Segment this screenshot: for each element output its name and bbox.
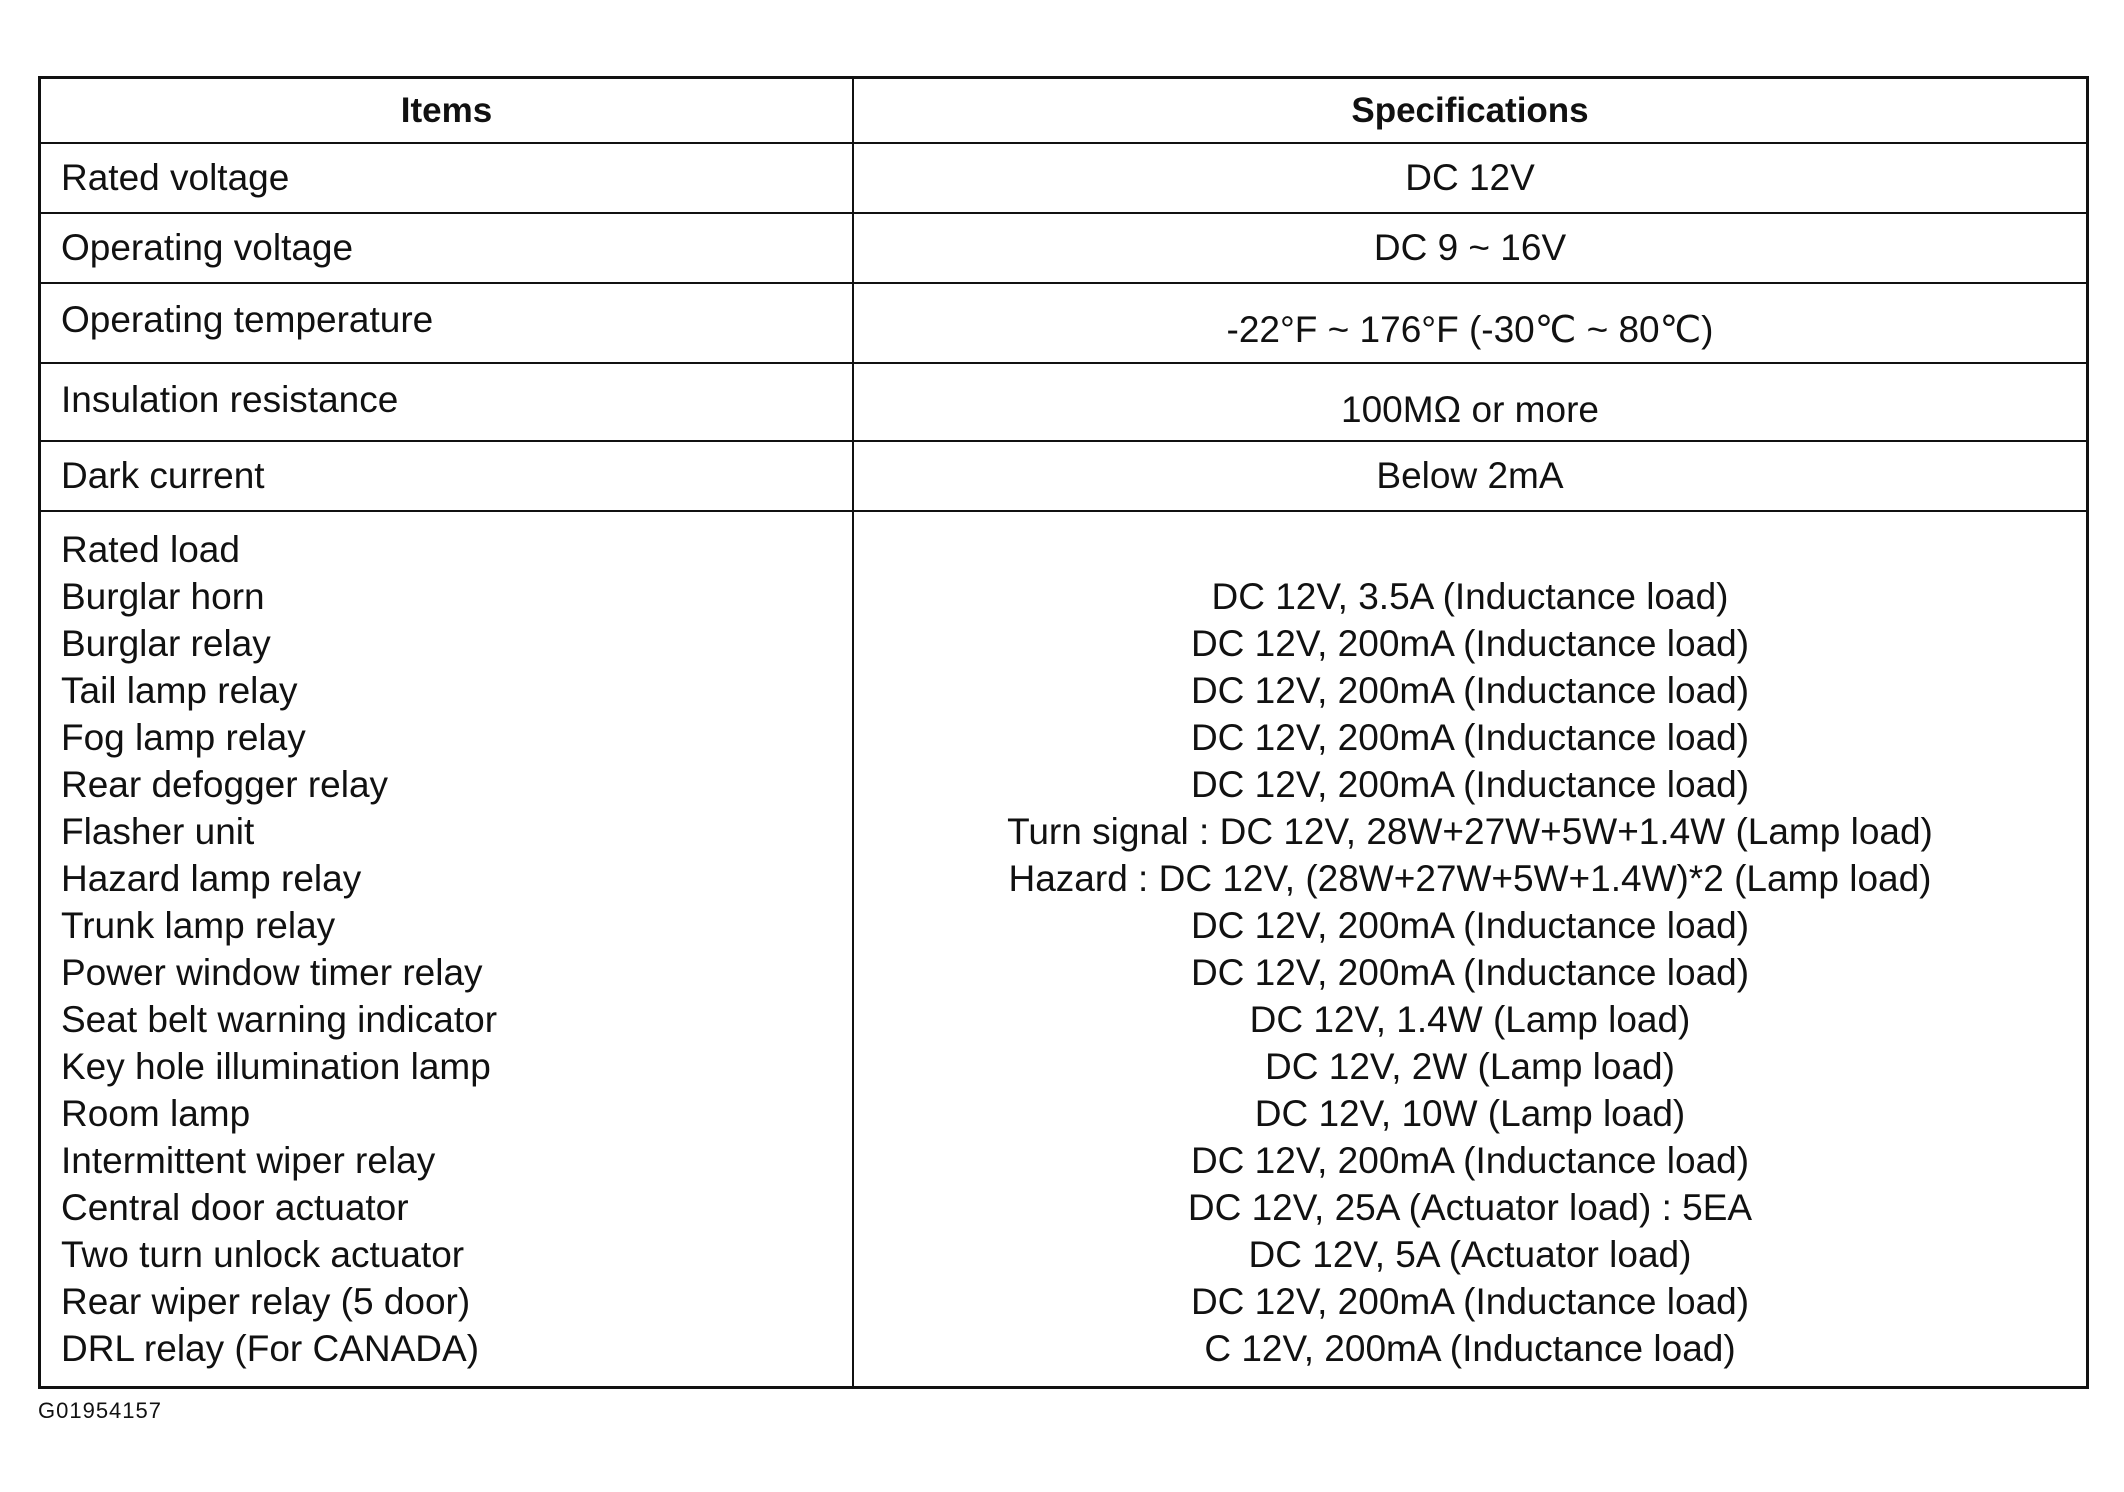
rated-load-items xyxy=(41,512,854,1386)
load-item-spec: DC 12V, 3.5A (Inductance load) xyxy=(1211,576,1729,617)
load-item-spec: DC 12V, 2W (Lamp load) xyxy=(1265,1046,1675,1087)
load-item-spec: Hazard : DC 12V, (28W+27W+5W+1.4W)*2 (Lamp load) xyxy=(1008,858,1932,899)
load-item-name: Rear defogger relay xyxy=(61,764,389,805)
load-item-spec: C 12V, 200mA (Inductance load) xyxy=(1204,1328,1736,1369)
load-item-spec: Turn signal : DC 12V, 28W+27W+5W+1.4W (Lamp load) xyxy=(1007,811,1933,852)
load-item-spec: DC 12V, 200mA (Inductance load) xyxy=(1190,623,1750,664)
table-row xyxy=(41,442,2086,512)
load-item-name: Intermittent wiper relay xyxy=(61,1140,436,1181)
load-item-name: Room lamp xyxy=(61,1093,251,1134)
item-cell: Insulation resistance xyxy=(41,364,854,440)
spec-cell: DC 12V xyxy=(1405,157,1535,198)
load-item-spec: DC 12V, 200mA (Inductance load) xyxy=(1190,905,1750,946)
load-item-name: Central door actuator xyxy=(61,1187,409,1228)
load-item-name: Flasher unit xyxy=(61,811,255,852)
load-item-spec: DC 12V, 200mA (Inductance load) xyxy=(1190,670,1750,711)
table-row xyxy=(41,364,2086,442)
item-cell: Rated voltage xyxy=(41,144,854,212)
load-item-name: Rear wiper relay (5 door) xyxy=(61,1281,471,1322)
header-items: Items xyxy=(41,79,854,142)
rated-load-title-spacer xyxy=(854,526,2086,573)
rated-load-title: Rated load xyxy=(61,529,240,570)
load-item-spec: DC 12V, 200mA (Inductance load) xyxy=(1190,952,1750,993)
load-item-spec: DC 12V, 200mA (Inductance load) xyxy=(1190,1140,1750,1181)
load-item-name: DRL relay (For CANADA) xyxy=(61,1328,480,1369)
load-item-name: Fog lamp relay xyxy=(61,717,306,758)
load-item-name: Trunk lamp relay xyxy=(61,905,336,946)
item-cell: Dark current xyxy=(41,442,854,510)
table-row xyxy=(41,144,2086,214)
load-item-spec: DC 12V, 1.4W (Lamp load) xyxy=(1249,999,1691,1040)
load-item-spec: DC 12V, 200mA (Inductance load) xyxy=(1190,764,1750,805)
load-item-spec: DC 12V, 25A (Actuator load) : 5EA xyxy=(1187,1187,1753,1228)
load-item-name: Burglar relay xyxy=(61,623,271,664)
load-item-name: Tail lamp relay xyxy=(61,670,298,711)
item-cell: Operating temperature xyxy=(41,284,854,362)
load-item-name: Two turn unlock actuator xyxy=(61,1234,465,1275)
load-item-name: Power window timer relay xyxy=(61,952,483,993)
load-item-name: Key hole illumination lamp xyxy=(61,1046,491,1087)
load-item-spec: DC 12V, 5A (Actuator load) xyxy=(1248,1234,1692,1275)
spec-cell: DC 9 ~ 16V xyxy=(1373,227,1567,268)
specifications-table xyxy=(38,76,2089,1389)
header-specifications: Specifications xyxy=(1351,91,1589,130)
item-cell: Operating voltage xyxy=(41,214,854,282)
load-item-spec: DC 12V, 10W (Lamp load) xyxy=(1254,1093,1686,1134)
table-row xyxy=(41,214,2086,284)
table-header-row xyxy=(41,79,2086,144)
spec-cell: Below 2mA xyxy=(1376,455,1564,496)
spec-cell: -22°F ~ 176°F (-30℃ ~ 80℃) xyxy=(1226,309,1714,350)
load-item-name: Seat belt warning indicator xyxy=(61,999,498,1040)
table-row xyxy=(41,284,2086,364)
spec-cell: 100MΩ or more xyxy=(1341,389,1599,430)
load-item-name: Hazard lamp relay xyxy=(61,858,362,899)
rated-load-specs xyxy=(854,512,2086,1386)
figure-code: G01954157 xyxy=(38,1398,162,1423)
load-item-spec: DC 12V, 200mA (Inductance load) xyxy=(1190,717,1750,758)
rated-load-row xyxy=(41,512,2086,1386)
load-item-spec: DC 12V, 200mA (Inductance load) xyxy=(1190,1281,1750,1322)
load-item-name: Burglar horn xyxy=(61,576,265,617)
